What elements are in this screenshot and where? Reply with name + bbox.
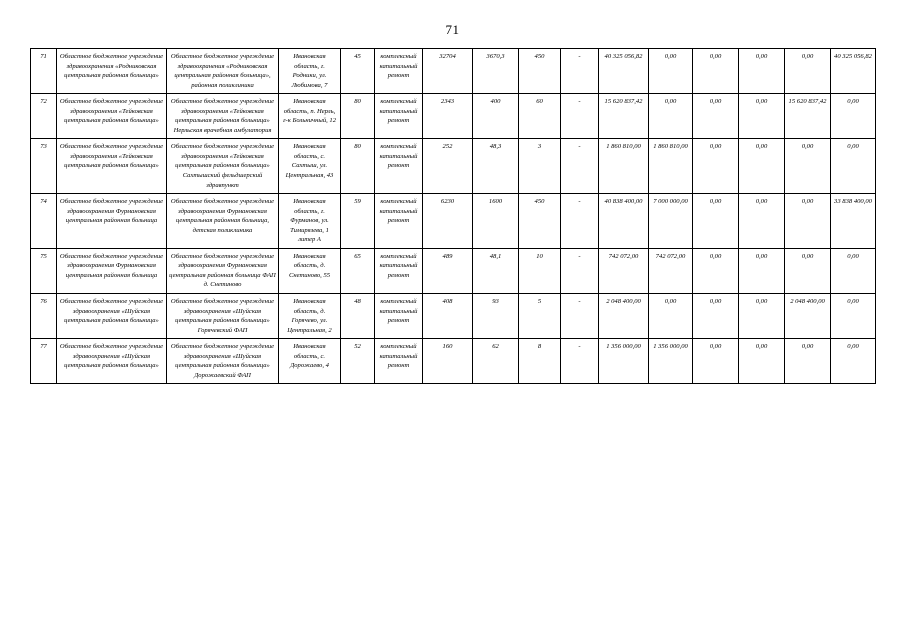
cell-f3: 0,00 [739, 94, 785, 139]
cell-num: 77 [31, 339, 57, 384]
cell-v3: 8 [519, 339, 561, 384]
cell-work-type: комплексный капитальный ремонт [375, 339, 423, 384]
data-table [30, 48, 876, 384]
cell-f4: 0,00 [785, 194, 831, 249]
cell-object: Областное бюджетное учреждение здравоохранения Фурмановская центральная районная больница, детская поликлиника [167, 194, 279, 249]
cell-f1: 1 356 000,00 [649, 339, 693, 384]
cell-f4: 0,00 [785, 139, 831, 194]
cell-num: 76 [31, 294, 57, 339]
cell-v3: 450 [519, 49, 561, 94]
cell-address: Ивановская область, г. Фурманов, ул. Тимирязева, 1 литер А [279, 194, 341, 249]
cell-f5: 0,00 [831, 339, 876, 384]
cell-capacity: 80 [341, 139, 375, 194]
cell-v2: 48,1 [473, 248, 519, 293]
cell-v2: 400 [473, 94, 519, 139]
cell-f3: 0,00 [739, 49, 785, 94]
cell-institution: Областное бюджетное учреждение здравоохранения Фурмановская центральная районная больница [57, 248, 167, 293]
cell-f2: 0,00 [693, 139, 739, 194]
cell-total: 1 356 000,00 [599, 339, 649, 384]
cell-total: 40 838 400,00 [599, 194, 649, 249]
cell-f4: 2 048 400,00 [785, 294, 831, 339]
cell-institution: Областное бюджетное учреждение здравоохранения «Шуйская центральная районная больница» [57, 294, 167, 339]
table-row [31, 94, 876, 139]
cell-work-type: комплексный капитальный ремонт [375, 49, 423, 94]
cell-f3: 0,00 [739, 248, 785, 293]
cell-f3: 0,00 [739, 339, 785, 384]
cell-v1: 408 [423, 294, 473, 339]
cell-address: Ивановская область, с. Сахтыш, ул. Центральная, 43 [279, 139, 341, 194]
cell-v1: 160 [423, 339, 473, 384]
cell-f2: 0,00 [693, 294, 739, 339]
cell-institution: Областное бюджетное учреждение здравоохранения «Родниковская центральная районная больница» [57, 49, 167, 94]
cell-v2: 1600 [473, 194, 519, 249]
cell-total: 15 620 837,42 [599, 94, 649, 139]
cell-work-type: комплексный капитальный ремонт [375, 248, 423, 293]
table-row [31, 194, 876, 249]
cell-object: Областное бюджетное учреждение здравоохранения «Шуйская центральная районная больница» Горячевский ФАП [167, 294, 279, 339]
cell-v4: - [561, 294, 599, 339]
cell-v1: 6230 [423, 194, 473, 249]
cell-address: Ивановская область, д. Снетиново, 55 [279, 248, 341, 293]
cell-num: 74 [31, 194, 57, 249]
cell-f5: 0,00 [831, 139, 876, 194]
cell-f5: 0,00 [831, 294, 876, 339]
cell-f1: 1 860 810,00 [649, 139, 693, 194]
cell-num: 73 [31, 139, 57, 194]
cell-object: Областное бюджетное учреждение здравоохранения «Тейковская центральная районная больница» Сахтышский фельдшерский здравпункт [167, 139, 279, 194]
cell-object: Областное бюджетное учреждение здравоохранения «Шуйская центральная районная больница» Дорожаевский ФАП [167, 339, 279, 384]
cell-v3: 10 [519, 248, 561, 293]
cell-v4: - [561, 248, 599, 293]
cell-capacity: 52 [341, 339, 375, 384]
cell-num: 71 [31, 49, 57, 94]
cell-v4: - [561, 49, 599, 94]
table-container [30, 48, 875, 384]
cell-f5: 0,00 [831, 94, 876, 139]
cell-f1: 0,00 [649, 294, 693, 339]
cell-f1: 0,00 [649, 49, 693, 94]
cell-v4: - [561, 194, 599, 249]
cell-work-type: комплексный капитальный ремонт [375, 194, 423, 249]
cell-capacity: 80 [341, 94, 375, 139]
cell-v4: - [561, 339, 599, 384]
cell-num: 75 [31, 248, 57, 293]
cell-f3: 0,00 [739, 294, 785, 339]
cell-f4: 0,00 [785, 49, 831, 94]
cell-total: 40 325 056,82 [599, 49, 649, 94]
cell-object: Областное бюджетное учреждение здравоохранения «Тейковская центральная районная больница» Нерльская врачебная амбулатория [167, 94, 279, 139]
cell-object: Областное бюджетное учреждение здравоохранения «Родниковская центральная районная больница», районная поликлиника [167, 49, 279, 94]
cell-v1: 32704 [423, 49, 473, 94]
cell-capacity: 45 [341, 49, 375, 94]
cell-f2: 0,00 [693, 94, 739, 139]
cell-total: 742 072,00 [599, 248, 649, 293]
cell-v3: 60 [519, 94, 561, 139]
table-row [31, 294, 876, 339]
cell-f5: 40 325 056,82 [831, 49, 876, 94]
cell-institution: Областное бюджетное учреждение здравоохранения «Шуйская центральная районная больница» [57, 339, 167, 384]
cell-f5: 0,00 [831, 248, 876, 293]
cell-f5: 33 838 400,00 [831, 194, 876, 249]
cell-v4: - [561, 94, 599, 139]
table-row [31, 49, 876, 94]
cell-f2: 0,00 [693, 339, 739, 384]
cell-v2: 93 [473, 294, 519, 339]
cell-object: Областное бюджетное учреждение здравоохранения Фурмановская центральная районная больница ФАП д. Снетиново [167, 248, 279, 293]
cell-institution: Областное бюджетное учреждение здравоохранения Фурмановская центральная районная больница [57, 194, 167, 249]
cell-f3: 0,00 [739, 194, 785, 249]
cell-f3: 0,00 [739, 139, 785, 194]
page-number: 71 [445, 22, 460, 37]
cell-f1: 742 072,00 [649, 248, 693, 293]
cell-v1: 252 [423, 139, 473, 194]
cell-v3: 5 [519, 294, 561, 339]
cell-v1: 2343 [423, 94, 473, 139]
table-row [31, 339, 876, 384]
cell-v3: 450 [519, 194, 561, 249]
cell-total: 2 048 400,00 [599, 294, 649, 339]
cell-capacity: 65 [341, 248, 375, 293]
cell-total: 1 860 810,00 [599, 139, 649, 194]
cell-address: Ивановская область, г. Родники, ул. Любимова, 7 [279, 49, 341, 94]
table-body [31, 49, 876, 384]
cell-v3: 3 [519, 139, 561, 194]
cell-address: Ивановская область, д. Горячево, ул. Центральная, 2 [279, 294, 341, 339]
cell-work-type: комплексный капитальный ремонт [375, 94, 423, 139]
cell-address: Ивановская область, п. Нерль, г-к Больничный, 12 [279, 94, 341, 139]
cell-f4: 15 620 837,42 [785, 94, 831, 139]
table-row [31, 139, 876, 194]
cell-f2: 0,00 [693, 49, 739, 94]
cell-address: Ивановская область, с. Дорожаево, 4 [279, 339, 341, 384]
table-row [31, 248, 876, 293]
cell-v2: 48,3 [473, 139, 519, 194]
cell-work-type: комплексный капитальный ремонт [375, 294, 423, 339]
cell-work-type: комплексный капитальный ремонт [375, 139, 423, 194]
cell-f4: 0,00 [785, 248, 831, 293]
cell-capacity: 59 [341, 194, 375, 249]
cell-f4: 0,00 [785, 339, 831, 384]
cell-f2: 0,00 [693, 194, 739, 249]
cell-f2: 0,00 [693, 248, 739, 293]
cell-v2: 3670,3 [473, 49, 519, 94]
cell-v1: 489 [423, 248, 473, 293]
cell-f1: 7 000 000,00 [649, 194, 693, 249]
cell-f1: 0,00 [649, 94, 693, 139]
cell-institution: Областное бюджетное учреждение здравоохранения «Тейковская центральная районная больница» [57, 94, 167, 139]
cell-v2: 62 [473, 339, 519, 384]
cell-v4: - [561, 139, 599, 194]
cell-capacity: 48 [341, 294, 375, 339]
cell-num: 72 [31, 94, 57, 139]
cell-institution: Областное бюджетное учреждение здравоохранения «Тейковская центральная районная больница» [57, 139, 167, 194]
